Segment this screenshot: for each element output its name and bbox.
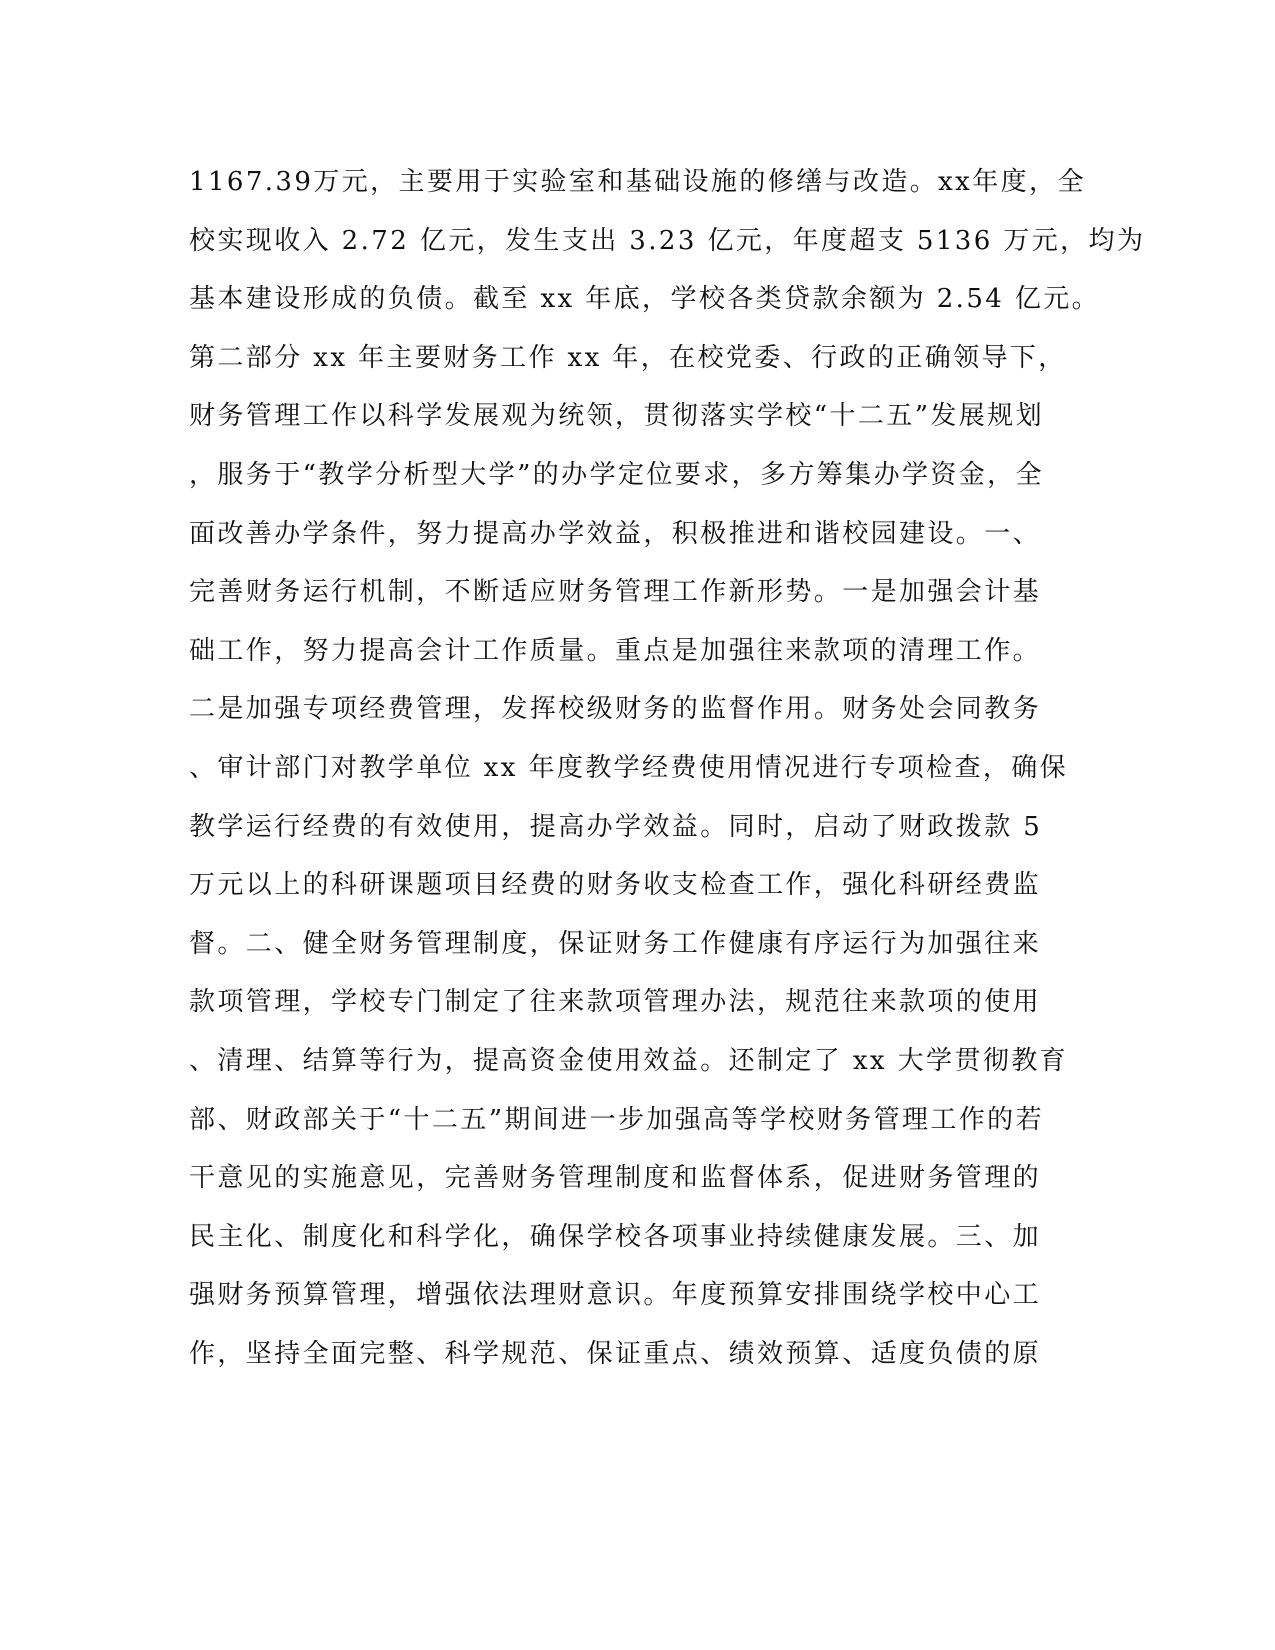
text-line: 民主化、制度化和科学化，确保学校各项事业持续健康发展。三、加 <box>189 1221 1042 1252</box>
text-line: 部、财政部关于“十二五”期间进一步加强高等学校财务管理工作的若 <box>189 1104 1044 1135</box>
text-line: 完善财务运行机制，不断适应财务管理工作新形势。一是加强会计基 <box>189 577 1042 608</box>
text-line: 校实现收入 2.72 亿元，发生支出 3.23 亿元，年度超支 5136 万元，均为 <box>189 225 1146 256</box>
text-line: 作，坚持全面完整、科学规范、保证重点、绩效预算、适度负债的原 <box>189 1338 1042 1369</box>
text-line: 础工作，努力提高会计工作质量。重点是加强往来款项的清理工作。 <box>189 635 1042 666</box>
text-line: 干意见的实施意见，完善财务管理制度和监督体系，促进财务管理的 <box>189 1163 1042 1194</box>
text-line: 第二部分 xx 年主要财务工作 xx 年，在校党委、行政的正确领导下， <box>189 342 1067 373</box>
text-line: 1167.39万元，主要用于实验室和基础设施的修缮与改造。xx年度，全 <box>189 167 1086 197</box>
text-line: 款项管理，学校专门制定了往来款项管理办法，规范往来款项的使用 <box>189 987 1042 1018</box>
text-line: 基本建设形成的负债。截至 xx 年底，学校各类贷款余额为 2.54 亿元。 <box>189 284 1101 315</box>
body-text <box>189 162 1146 1392</box>
text-line: 二是加强专项经费管理，发挥校级财务的监督作用。财务处会同教务 <box>189 694 1042 725</box>
text-line: 强财务预算管理，增强依法理财意识。年度预算安排围绕学校中心工 <box>189 1280 1042 1311</box>
text-line: 万元以上的科研课题项目经费的财务收支检查工作，强化科研经费监 <box>189 870 1042 901</box>
text-line: 财务管理工作以科学发展观为统领，贯彻落实学校“十二五”发展规划 <box>189 401 1044 432</box>
text-line: ，服务于“教学分析型大学”的办学定位要求，多方筹集办学资金，全 <box>189 459 1044 490</box>
text-line: 督。二、健全财务管理制度，保证财务工作健康有序运行为加强往来 <box>189 928 1042 959</box>
text-line: 、审计部门对教学单位 xx 年度教学经费使用情况进行专项检查，确保 <box>189 752 1069 783</box>
text-line: 面改善办学条件，努力提高办学效益，积极推进和谐校园建设。一、 <box>189 518 1042 549</box>
text-line: 教学运行经费的有效使用，提高办学效益。同时，启动了财政拨款 5 <box>189 811 1043 842</box>
text-line: 、清理、结算等行为，提高资金使用效益。还制定了 xx 大学贯彻教育 <box>189 1045 1069 1076</box>
